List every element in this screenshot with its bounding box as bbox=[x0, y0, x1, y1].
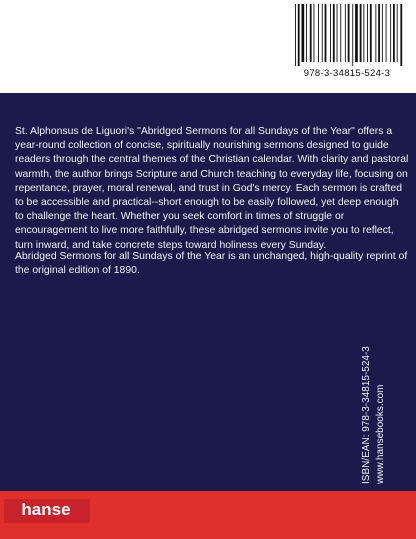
barcode-bar bbox=[337, 4, 338, 62]
barcode-bar bbox=[382, 4, 383, 62]
barcode-bar bbox=[390, 4, 391, 62]
barcode-bar bbox=[393, 4, 395, 62]
barcode-bar bbox=[363, 4, 364, 62]
barcode-bar bbox=[400, 4, 402, 66]
book-description: St. Alphonsus de Liguori's "Abridged Sermons for all Sundays of the Year" offers a year-round collection of concise, spiritually nourishing sermons designed to guide readers through the central themes of the Christian calendar. With clarity and pastoral warmth, the author brings Scripture and Church teaching to everyday life, focusing on repentance, prayer, moral renewal, and trust in God's mercy. Each sermon is crafted to be accessible and practical--short enough to be easily followed, yet deep enough to challenge the heart. Whether you seek comfort in times of struggle or encouragement to live more faithfully, these abridged sermons invite you to reflect, turn inward, and take concrete steps toward holiness every Sunday. bbox=[15, 126, 409, 251]
barcode-isbn-text: 978-3-34815-524-3 bbox=[303, 68, 391, 79]
barcode-bar bbox=[355, 4, 358, 62]
barcode bbox=[285, 4, 409, 90]
barcode-bar bbox=[397, 4, 398, 62]
vertical-isbn-block bbox=[360, 346, 387, 484]
barcode-bar bbox=[333, 4, 335, 62]
barcode-bar bbox=[298, 4, 300, 66]
vertical-isbn-line: ISBN/EAN: 978-3-34815-524-3 bbox=[361, 346, 372, 484]
barcode-bar bbox=[295, 4, 296, 66]
barcode-bar bbox=[340, 4, 341, 62]
barcode-bar bbox=[302, 4, 305, 62]
barcode-bar bbox=[348, 4, 350, 62]
barcode-bar bbox=[360, 4, 362, 62]
barcode-bar bbox=[352, 4, 353, 66]
reprint-note: Abridged Sermons for all Sundays of the Year is an unchanged, high-quality reprint of the original edition of 1890. bbox=[15, 251, 408, 277]
barcode-bar bbox=[322, 4, 323, 62]
barcode-bar bbox=[367, 4, 368, 62]
publisher-logo-text: hanse bbox=[21, 500, 71, 519]
barcode-bar bbox=[318, 4, 319, 62]
barcode-bar bbox=[378, 4, 380, 62]
barcode-bars-icon bbox=[293, 4, 403, 66]
barcode-bar bbox=[370, 4, 372, 62]
barcode-bar bbox=[306, 4, 307, 62]
barcode-bar bbox=[386, 4, 387, 62]
barcode-bar bbox=[310, 4, 312, 62]
barcode-bar bbox=[330, 4, 331, 62]
barcode-bar bbox=[325, 4, 327, 62]
barcode-bar bbox=[345, 4, 346, 62]
barcode-bar bbox=[314, 4, 315, 62]
vertical-website: www.hansebooks.com bbox=[374, 384, 386, 484]
barcode-bar bbox=[375, 4, 376, 62]
